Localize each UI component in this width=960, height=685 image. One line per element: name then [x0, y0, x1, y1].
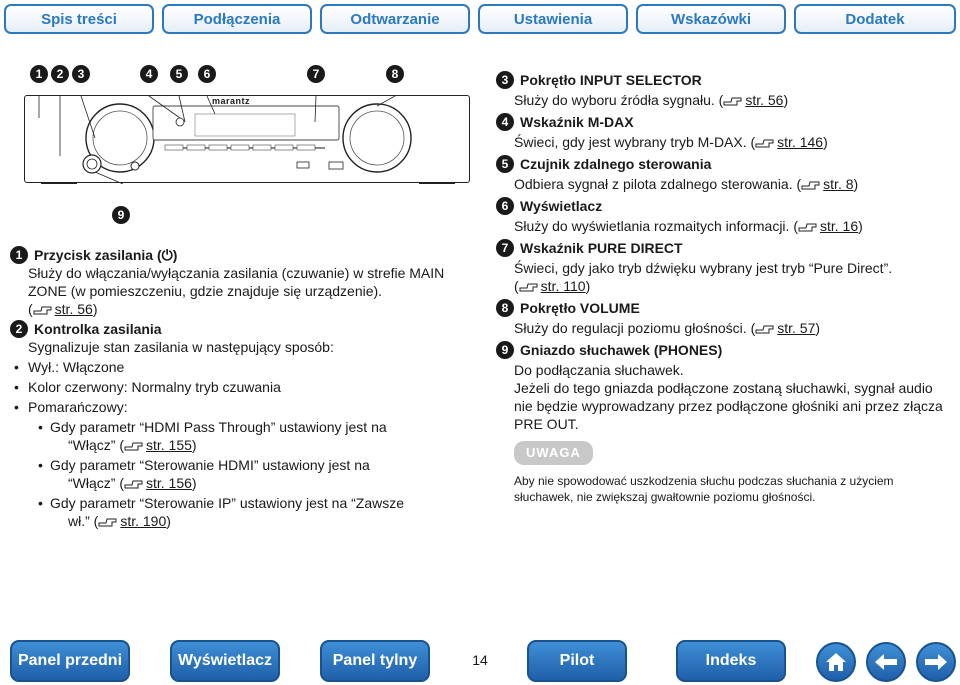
item-4 [496, 113, 954, 151]
sub-3-pre: wł.” ( [68, 513, 99, 529]
hand-pointer-icon [798, 221, 820, 233]
item-6-text: Służy do wyświetlania rozmaitych informacji. ( [514, 218, 798, 234]
item-2-sub-3-ref [10, 512, 460, 530]
item-4-text: Świeci, gdy jest wybrany tryb M-DAX. ( [514, 134, 756, 150]
arrow-left-icon [873, 652, 899, 672]
callout-5: 5 [170, 65, 188, 83]
item-9-title: Gniazdo słuchawek (PHONES) [520, 342, 723, 358]
item-6-page-link[interactable]: str. 16 [819, 218, 859, 234]
hand-pointer-icon [33, 304, 55, 316]
item-6 [496, 197, 954, 235]
uwaga-section [514, 433, 954, 505]
sub-1-pre: “Włącz” ( [68, 437, 124, 453]
item-3-number: 3 [496, 71, 514, 89]
item-1-ref-close: ) [92, 301, 98, 317]
wyswietlacz-button[interactable]: Wyświetlacz [170, 640, 280, 682]
item-1-page-link[interactable]: str. 56 [54, 301, 93, 317]
item-2-bullet-1: • Wył.: Włączone [10, 358, 460, 376]
item-1-ref [28, 300, 460, 318]
item-8-title: Pokrętło VOLUME [520, 300, 640, 316]
item-7-number: 7 [496, 239, 514, 257]
tab-odtwarzanie[interactable]: Odtwarzanie [320, 4, 470, 34]
item-9-number: 9 [496, 341, 514, 359]
callout-6: 6 [198, 65, 216, 83]
item-5 [496, 155, 954, 193]
sub-1-page-link[interactable]: str. 155 [146, 437, 192, 453]
arrow-right-icon [923, 652, 949, 672]
back-button[interactable] [866, 642, 906, 682]
item-1-title: Przycisk zasilania (⏻) [34, 247, 178, 263]
item-5-title: Czujnik zdalnego sterowania [520, 156, 712, 172]
item-2-bullet-3: • Pomarańczowy: [10, 398, 460, 416]
front-panel-illustration [24, 95, 470, 183]
uwaga-badge: UWAGA [514, 441, 593, 465]
item-6-title: Wyświetlacz [520, 198, 603, 214]
tab-dodatek[interactable]: Dodatek [794, 4, 956, 34]
panel-tylny-button[interactable]: Panel tylny [320, 640, 430, 682]
item-7-title: Wskaźnik PURE DIRECT [520, 240, 683, 256]
item-4-close: ) [823, 134, 828, 150]
item-7-page-link[interactable]: str. 110 [540, 278, 586, 294]
item-3 [496, 71, 954, 109]
brand-logo: marantz [212, 96, 251, 106]
item-4-page-link[interactable]: str. 146 [777, 134, 824, 150]
hand-pointer-icon [124, 440, 146, 452]
item-6-number: 6 [496, 197, 514, 215]
item-1-text: Służy do włączania/wyłączania zasilania (czuwanie) w strefie MAIN ZONE (w pomieszczeniu, gdzie znajduje się urządzenie). [28, 265, 445, 299]
item-5-page-link[interactable]: str. 8 [823, 176, 854, 192]
callout-3: 3 [72, 65, 90, 83]
item-9 [496, 341, 954, 433]
sub-3-close: ) [166, 513, 171, 529]
right-column [496, 71, 954, 505]
item-2-bullet-2: • Kolor czerwony: Normalny tryb czuwania [10, 378, 460, 396]
item-1-heading [10, 246, 460, 264]
item-6-close: ) [858, 218, 863, 234]
hand-pointer-icon [519, 281, 541, 293]
sub-1-close: ) [191, 437, 197, 453]
home-button[interactable] [816, 642, 856, 682]
item-7-close: ) [585, 278, 591, 294]
panel-callouts [0, 60, 480, 88]
sub-2-page-link[interactable]: str. 156 [146, 475, 192, 491]
item-9-line-1: Do podłączania słuchawek. [514, 362, 684, 378]
top-tabs [0, 0, 960, 38]
item-3-text: Służy do wyboru źródła sygnału. ( [514, 92, 724, 108]
item-2-number: 2 [10, 320, 28, 338]
item-9-line-2: Jeżeli do tego gniazda podłączone zostaną słuchawki, sygnał audio nie będzie wyprowadzany przez podłączone głośniki ani przez złącza PRE OUT. [514, 380, 943, 432]
item-8-text: Służy do regulacji poziomu głośności. ( [514, 320, 756, 336]
item-3-page-link[interactable]: str. 56 [745, 92, 784, 108]
left-column [10, 246, 460, 530]
tab-wskazowki[interactable]: Wskazówki [636, 4, 786, 34]
indeks-button[interactable]: Indeks [676, 640, 786, 682]
callout-4: 4 [140, 65, 158, 83]
callout-1: 1 [30, 65, 48, 83]
sub-2-close: ) [191, 475, 197, 491]
home-icon [824, 651, 848, 673]
uwaga-text: Aby nie spowodować uszkodzenia słuchu podczas słuchania z użyciem słuchawek, nie zwiększaj gwałtownie poziomu głośności. [514, 474, 894, 504]
hand-pointer-icon [723, 95, 745, 107]
item-7-text: Świeci, gdy jako tryb dźwięku wybrany jest tryb “Pure Direct”. [514, 260, 893, 276]
callout-2: 2 [51, 65, 69, 83]
item-8 [496, 299, 954, 337]
callout-9: 9 [112, 206, 130, 224]
tab-spis-tresci[interactable]: Spis treści [4, 4, 154, 34]
item-4-title: Wskaźnik M-DAX [520, 114, 634, 130]
item-2-heading [10, 320, 460, 338]
item-2-sub-3: • Gdy parametr “Sterowanie IP” ustawiony jest na “Zawsze [10, 494, 460, 512]
page-number: 14 [472, 652, 488, 668]
sub-2-pre: “Włącz” ( [68, 475, 124, 491]
hand-pointer-icon [98, 516, 120, 528]
item-7 [496, 239, 954, 295]
item-1-number: 1 [10, 246, 28, 264]
item-8-page-link[interactable]: str. 57 [777, 320, 816, 336]
item-2-title: Kontrolka zasilania [34, 321, 162, 337]
item-5-close: ) [853, 176, 859, 192]
pilot-button[interactable]: Pilot [527, 640, 627, 682]
item-3-close: ) [783, 92, 789, 108]
item-4-number: 4 [496, 113, 514, 131]
item-3-title: Pokrętło INPUT SELECTOR [520, 72, 702, 88]
hand-pointer-icon [755, 137, 777, 149]
panel-przedni-button[interactable]: Panel przedni [10, 640, 130, 682]
callout-8: 8 [386, 65, 404, 83]
item-2-text: Sygnalizuje stan zasilania w następujący sposób: [28, 339, 334, 355]
hand-pointer-icon [801, 179, 823, 191]
item-5-text: Odbiera sygnał z pilota zdalnego sterowania. ( [514, 176, 802, 192]
item-2-sub-1: • Gdy parametr “HDMI Pass Through” ustawiony jest na [10, 418, 460, 436]
front-panel-drawing [25, 96, 471, 184]
item-7-open: ( [514, 278, 519, 294]
item-1-ref-open: ( [28, 301, 33, 317]
item-2-sub-2: • Gdy parametr “Sterowanie HDMI” ustawiony jest na [10, 456, 460, 474]
hand-pointer-icon [755, 323, 777, 335]
item-8-number: 8 [496, 299, 514, 317]
item-8-close: ) [815, 320, 821, 336]
hand-pointer-icon [124, 478, 146, 490]
forward-button[interactable] [916, 642, 956, 682]
tab-podlaczenia[interactable]: Podłączenia [162, 4, 312, 34]
item-5-number: 5 [496, 155, 514, 173]
sub-3-page-link[interactable]: str. 190 [120, 513, 167, 529]
callout-7: 7 [307, 65, 325, 83]
tab-ustawienia[interactable]: Ustawienia [478, 4, 628, 34]
item-2-sub-2-ref [10, 474, 460, 492]
item-2-sub-1-ref [10, 436, 460, 454]
